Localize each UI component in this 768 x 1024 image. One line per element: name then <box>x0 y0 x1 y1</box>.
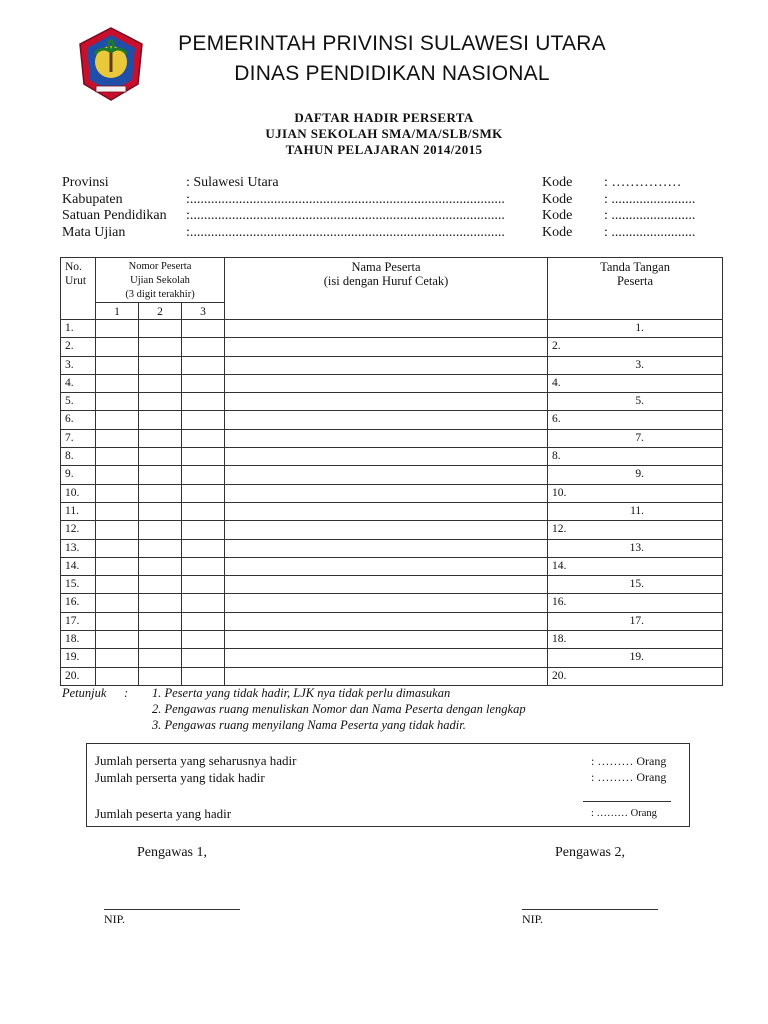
row-number: 7. <box>61 429 96 447</box>
signature-right-line[interactable] <box>522 909 658 910</box>
digit-cell[interactable] <box>182 631 225 649</box>
digit-cell[interactable] <box>96 320 139 338</box>
info-value[interactable]: :.......................................................................................... <box>186 192 505 207</box>
col-header-ttd <box>548 258 723 320</box>
col-nomor-line3: (3 digit terakhir) <box>125 289 195 300</box>
digit-cell[interactable] <box>96 649 139 667</box>
table-row <box>61 429 723 447</box>
kode-value[interactable]: : ........................ <box>604 192 696 207</box>
info-value[interactable]: : Sulawesi Utara <box>186 175 279 190</box>
doc-year: TAHUN PELAJARAN 2014/2015 <box>285 142 483 157</box>
row-number: 5. <box>61 393 96 411</box>
signature-right-title: Pengawas 2, <box>555 845 625 860</box>
signature-cell[interactable]: 2. <box>548 338 723 356</box>
table-row <box>61 521 723 539</box>
digit-cell[interactable] <box>182 539 225 557</box>
name-cell[interactable] <box>225 484 548 502</box>
digit-cell[interactable] <box>96 338 139 356</box>
digit-cell[interactable] <box>96 576 139 594</box>
col-nomor-line1: Nomor Peserta <box>128 261 192 272</box>
table-row <box>61 539 723 557</box>
col-header-nama <box>225 258 548 320</box>
digit-cell[interactable] <box>182 612 225 630</box>
name-cell[interactable] <box>225 502 548 520</box>
digit-cell[interactable] <box>139 320 182 338</box>
signature-left-line[interactable] <box>104 909 240 910</box>
name-cell[interactable] <box>225 393 548 411</box>
digit-cell[interactable] <box>139 631 182 649</box>
name-cell[interactable] <box>225 466 548 484</box>
digit-cell[interactable] <box>96 594 139 612</box>
signature-cell[interactable]: 18. <box>548 631 723 649</box>
digit-cell[interactable] <box>139 429 182 447</box>
table-row <box>61 338 723 356</box>
digit-cell[interactable] <box>139 612 182 630</box>
row-number: 13. <box>61 539 96 557</box>
digit-cell[interactable] <box>96 466 139 484</box>
instructions-colon: : <box>124 686 129 700</box>
attendance-summary-box <box>86 743 690 827</box>
digit-header: 3 <box>182 303 225 320</box>
digit-cell[interactable] <box>139 356 182 374</box>
table-row <box>61 631 723 649</box>
signature-cell[interactable]: 7. <box>548 429 723 447</box>
digit-cell[interactable] <box>139 521 182 539</box>
row-number: 6. <box>61 411 96 429</box>
row-number: 4. <box>61 374 96 392</box>
row-number: 15. <box>61 576 96 594</box>
table-row <box>61 356 723 374</box>
kode-value[interactable]: : …………… <box>604 175 682 190</box>
name-cell[interactable] <box>225 557 548 575</box>
table-row <box>61 466 723 484</box>
col-header-no <box>61 258 96 320</box>
row-number: 11. <box>61 502 96 520</box>
col-nomor-line2: Ujian Sekolah <box>130 275 190 286</box>
doc-subtitle: UJIAN SEKOLAH SMA/MA/SLB/SMK <box>265 126 503 141</box>
table-row <box>61 502 723 520</box>
row-number: 17. <box>61 612 96 630</box>
summary-present-label: Jumlah peserta yang hadir <box>95 806 232 821</box>
summary-expected-value[interactable]: : ……… Orang <box>591 754 667 768</box>
col-ttd-line2: Peserta <box>616 274 654 288</box>
table-row <box>61 667 723 685</box>
signature-cell[interactable]: 5. <box>548 393 723 411</box>
digit-cell[interactable] <box>182 502 225 520</box>
digit-cell[interactable] <box>139 338 182 356</box>
signature-cell[interactable]: 8. <box>548 448 723 466</box>
digit-cell[interactable] <box>96 631 139 649</box>
doc-title: DAFTAR HADIR PERSERTA <box>294 110 474 125</box>
digit-cell[interactable] <box>139 594 182 612</box>
table-row <box>61 411 723 429</box>
digit-cell[interactable] <box>182 667 225 685</box>
table-row <box>61 393 723 411</box>
digit-header: 1 <box>96 303 139 320</box>
table-row <box>61 594 723 612</box>
name-cell[interactable] <box>225 448 548 466</box>
info-label: Provinsi <box>62 175 109 190</box>
digit-cell[interactable] <box>182 356 225 374</box>
digit-cell[interactable] <box>182 374 225 392</box>
table-row <box>61 576 723 594</box>
digit-cell[interactable] <box>96 667 139 685</box>
signature-right-nip: NIP. <box>522 912 544 926</box>
table-row <box>61 649 723 667</box>
signature-cell[interactable]: 17. <box>548 612 723 630</box>
attendance-table <box>60 257 723 686</box>
digit-cell[interactable] <box>139 374 182 392</box>
digit-cell[interactable] <box>139 667 182 685</box>
signature-cell[interactable]: 6. <box>548 411 723 429</box>
header-line2: DINAS PENDIDIKAN NASIONAL <box>234 62 550 85</box>
signature-cell[interactable]: 16. <box>548 594 723 612</box>
signature-left-nip: NIP. <box>104 912 126 926</box>
signature-cell[interactable]: 1. <box>548 320 723 338</box>
name-cell[interactable] <box>225 338 548 356</box>
name-cell[interactable] <box>225 667 548 685</box>
signature-cell[interactable]: 12. <box>548 521 723 539</box>
digit-cell[interactable] <box>96 411 139 429</box>
table-row <box>61 374 723 392</box>
row-number: 9. <box>61 466 96 484</box>
digit-cell[interactable] <box>139 557 182 575</box>
digit-cell[interactable] <box>96 374 139 392</box>
col-ttd-line1: Tanda Tangan <box>600 260 670 274</box>
digit-cell[interactable] <box>96 502 139 520</box>
kode-value[interactable]: : ........................ <box>604 225 696 240</box>
digit-cell[interactable] <box>96 448 139 466</box>
digit-cell[interactable] <box>139 393 182 411</box>
digit-cell[interactable] <box>182 320 225 338</box>
name-cell[interactable] <box>225 576 548 594</box>
table-row <box>61 484 723 502</box>
summary-absent-value[interactable]: : ……… Orang <box>591 770 667 784</box>
name-cell[interactable] <box>225 521 548 539</box>
digit-cell[interactable] <box>96 429 139 447</box>
row-number: 2. <box>61 338 96 356</box>
digit-cell[interactable] <box>139 484 182 502</box>
instruction-item: 1. Peserta yang tidak hadir, LJK nya tidak perlu dimasukan <box>152 686 451 700</box>
digit-cell[interactable] <box>139 411 182 429</box>
signature-cell[interactable]: 4. <box>548 374 723 392</box>
row-number: 3. <box>61 356 96 374</box>
digit-cell[interactable] <box>182 466 225 484</box>
row-number: 18. <box>61 631 96 649</box>
summary-divider <box>583 801 671 802</box>
kode-label: Kode <box>542 192 573 207</box>
info-label: Satuan Pendidikan <box>62 208 167 223</box>
digit-cell[interactable] <box>139 539 182 557</box>
signature-cell[interactable]: 3. <box>548 356 723 374</box>
name-cell[interactable] <box>225 356 548 374</box>
digit-cell[interactable] <box>96 393 139 411</box>
digit-cell[interactable] <box>182 649 225 667</box>
digit-cell[interactable] <box>139 466 182 484</box>
kode-label: Kode <box>542 225 573 240</box>
col-nama-line1: Nama Peserta <box>351 260 421 274</box>
digit-cell[interactable] <box>182 411 225 429</box>
signature-cell[interactable]: 13. <box>548 539 723 557</box>
row-number: 14. <box>61 557 96 575</box>
instruction-item: 2. Pengawas ruang menuliskan Nomor dan Nama Peserta dengan lengkap <box>152 702 526 716</box>
digit-cell[interactable] <box>182 557 225 575</box>
digit-header: 2 <box>139 303 182 320</box>
signature-cell[interactable]: 9. <box>548 466 723 484</box>
kode-label: Kode <box>542 208 573 223</box>
digit-cell[interactable] <box>96 612 139 630</box>
digit-cell[interactable] <box>182 393 225 411</box>
signature-left-title: Pengawas 1, <box>137 845 207 860</box>
row-number: 10. <box>61 484 96 502</box>
summary-expected-label: Jumlah perserta yang seharusnya hadir <box>95 753 297 768</box>
signature-cell[interactable]: 15. <box>548 576 723 594</box>
signature-cell[interactable]: 19. <box>548 649 723 667</box>
digit-cell[interactable] <box>182 484 225 502</box>
row-number: 8. <box>61 448 96 466</box>
digit-cell[interactable] <box>96 484 139 502</box>
digit-cell[interactable] <box>182 429 225 447</box>
row-number: 16. <box>61 594 96 612</box>
name-cell[interactable] <box>225 631 548 649</box>
kode-label: Kode <box>542 175 573 190</box>
info-label: Mata Ujian <box>62 225 126 240</box>
digit-cell[interactable] <box>182 448 225 466</box>
digit-cell[interactable] <box>139 649 182 667</box>
digit-cell[interactable] <box>96 539 139 557</box>
digit-cell[interactable] <box>182 576 225 594</box>
kode-value[interactable]: : ........................ <box>604 208 696 223</box>
name-cell[interactable] <box>225 539 548 557</box>
digit-cell[interactable] <box>96 557 139 575</box>
signature-cell[interactable]: 14. <box>548 557 723 575</box>
name-cell[interactable] <box>225 594 548 612</box>
digit-cell[interactable] <box>139 502 182 520</box>
signature-cell[interactable]: 10. <box>548 484 723 502</box>
col-header-nomor <box>96 258 225 303</box>
digit-cell[interactable] <box>182 521 225 539</box>
digit-cell[interactable] <box>96 356 139 374</box>
info-value[interactable]: :.......................................................................................... <box>186 208 505 223</box>
signature-cell[interactable]: 11. <box>548 502 723 520</box>
row-number: 20. <box>61 667 96 685</box>
name-cell[interactable] <box>225 612 548 630</box>
table-row <box>61 320 723 338</box>
digit-cell[interactable] <box>139 448 182 466</box>
name-cell[interactable] <box>225 374 548 392</box>
digit-cell[interactable] <box>96 521 139 539</box>
name-cell[interactable] <box>225 649 548 667</box>
instruction-item: 3. Pengawas ruang menyilang Nama Peserta yang tidak hadir. <box>152 718 466 732</box>
info-label: Kabupaten <box>62 192 123 207</box>
row-number: 19. <box>61 649 96 667</box>
table-row <box>61 557 723 575</box>
row-number: 1. <box>61 320 96 338</box>
header-line1: PEMERINTAH PRIVINSI SULAWESI UTARA <box>178 32 606 55</box>
table-row <box>61 612 723 630</box>
name-cell[interactable] <box>225 320 548 338</box>
name-cell[interactable] <box>225 429 548 447</box>
signature-cell[interactable]: 20. <box>548 667 723 685</box>
digit-cell[interactable] <box>182 594 225 612</box>
name-cell[interactable] <box>225 411 548 429</box>
col-nama-line2: (isi dengan Huruf Cetak) <box>323 274 449 288</box>
info-value[interactable]: :.......................................................................................... <box>186 225 505 240</box>
digit-cell[interactable] <box>139 576 182 594</box>
row-number: 12. <box>61 521 96 539</box>
digit-cell[interactable] <box>182 338 225 356</box>
col-no-label: No. Urut <box>65 261 87 287</box>
instructions-label: Petunjuk <box>62 686 107 700</box>
summary-present-value[interactable]: : ……… Orang <box>591 808 657 819</box>
summary-absent-label: Jumlah perserta yang tidak hadir <box>95 770 265 785</box>
table-row <box>61 448 723 466</box>
